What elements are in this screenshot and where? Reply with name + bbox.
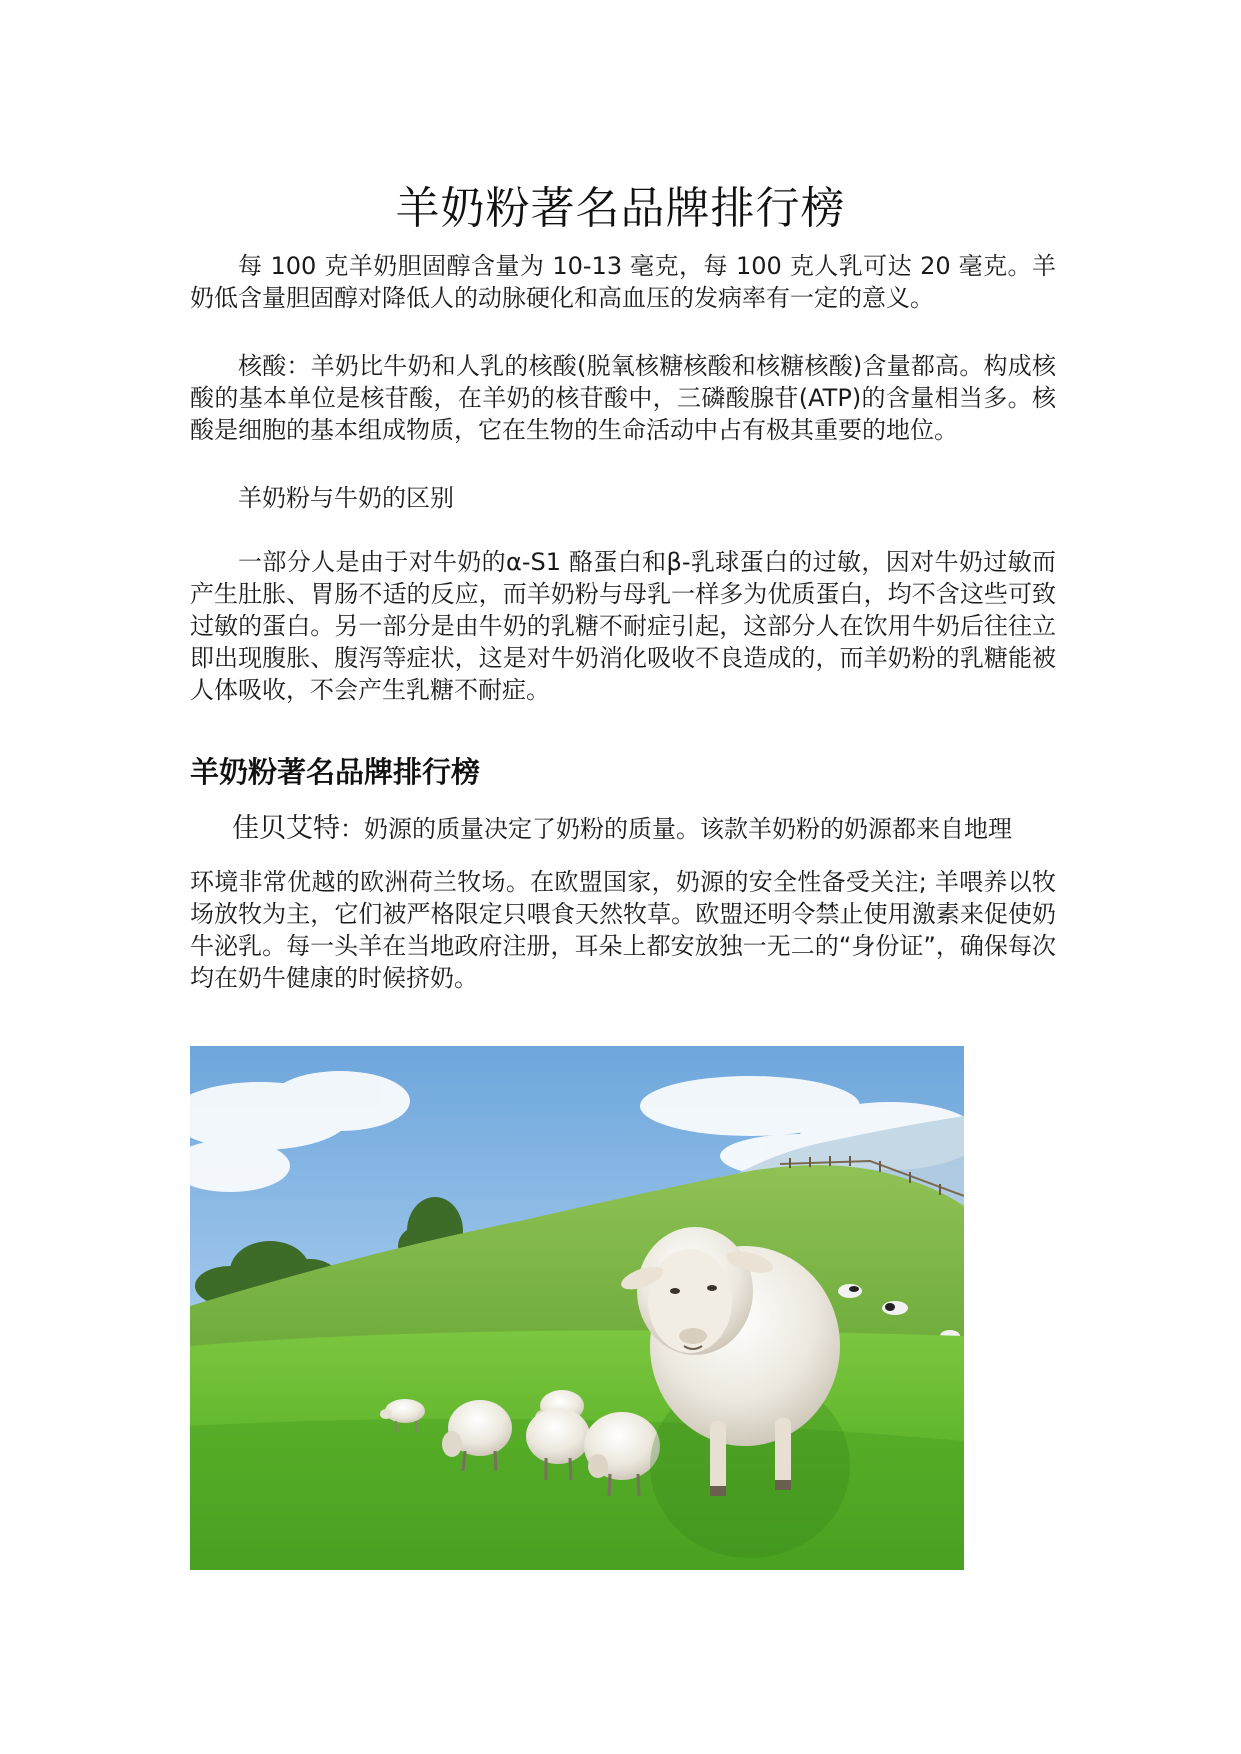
sheep-pasture-photo — [190, 1046, 964, 1570]
brand-first-line — [232, 812, 1056, 846]
brand-description: 环境非常优越的欧洲荷兰牧场。在欧盟国家，奶源的安全性备受关注; 羊喂养以牧场放牧为主，它们被严格限定只喂食天然牧草。欧盟还明令禁止使用激素来促使奶牛泌乳。每一头羊在当地政府注册，耳朵上都安放独一无二的“身份证”，确保每次均在奶牛健康的时候挤奶。 — [190, 868, 1056, 992]
paragraph-cholesterol: 每 100 克羊奶胆固醇含量为 10-13 毫克，每 100 克人乳可达 20 毫克。羊奶低含量胆固醇对降低人的动脉硬化和高血压的发病率有一定的意义。 — [190, 252, 1056, 312]
brand-colon: ： — [340, 815, 364, 843]
paragraph-allergy: 一部分人是由于对牛奶的α-S1 酪蛋白和β-乳球蛋白的过敏，因对牛奶过敏而产生肚胀、胃肠不适的反应，而羊奶粉与母乳一样多为优质蛋白，均不含这些可致过敏的蛋白。另一部分是由牛奶的乳糖不耐症引起，这部分人在饮用牛奶后往往立即出现腹胀、腹泻等症状，这是对牛奶消化吸收不良造成的，而羊奶粉的乳糖能被人体吸收，不会产生乳糖不耐症。 — [190, 548, 1056, 704]
section-heading: 羊奶粉著名品牌排行榜 — [190, 755, 481, 789]
brand-first-text: 奶源的质量决定了奶粉的质量。该款羊奶粉的奶源都来自地理 — [364, 815, 1012, 843]
page-title: 羊奶粉著名品牌排行榜 — [395, 183, 846, 234]
paragraph-nucleic-acid: 核酸：羊奶比牛奶和人乳的核酸(脱氧核糖核酸和核糖核酸)含量都高。构成核酸的基本单位是核苷酸，在羊奶的核苷酸中，三磷酸腺苷(ATP)的含量相当多。核酸是细胞的基本组成物质，它在生物的生命活动中占有极其重要的地位。 — [190, 352, 1056, 444]
brand-name: 佳贝艾特 — [232, 813, 340, 844]
paragraph-difference-heading: 羊奶粉与牛奶的区别 — [238, 484, 454, 512]
